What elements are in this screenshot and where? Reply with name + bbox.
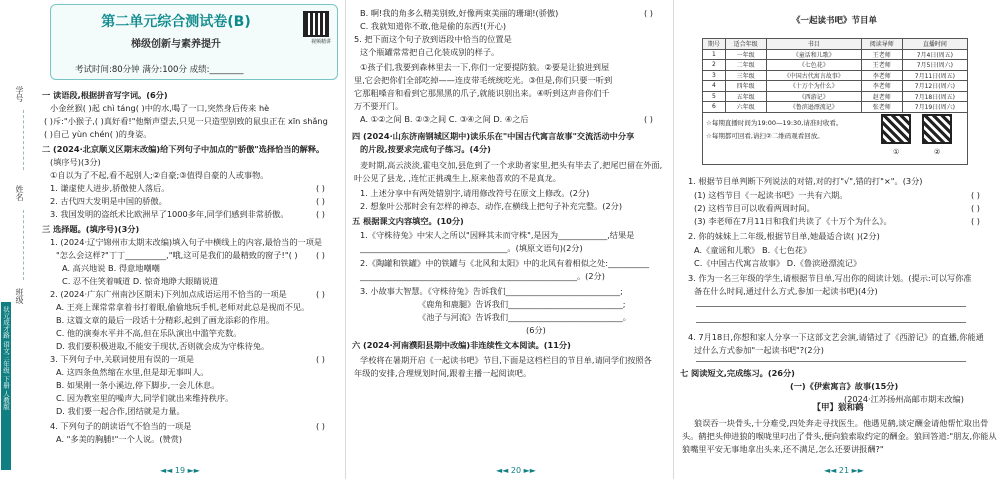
question-text: (1) 这档节目《一起读书吧》一共有六期。 — [694, 190, 848, 200]
question-text: ①自以为了不起,看不起别人;②自豪;③值得自豪的人或事物。 — [50, 170, 269, 180]
question-text: (3) 李老师在7月11日和我们共读了《十万个为什么》。 — [694, 216, 892, 226]
question-text: 3. 小故事大智慧。《守株待兔》告诉我们____________________________; — [360, 286, 623, 296]
table-cell: 《童话和儿歌》 — [766, 49, 861, 60]
answer-line — [696, 306, 966, 307]
schedule-body — [703, 49, 968, 112]
side-dashed-line — [23, 110, 24, 170]
section-heading: 的片段,按要求完成句子练习。(4分) — [360, 144, 491, 154]
table-cell: 赵老师 — [861, 91, 902, 102]
question-text: 《鹿角和鹿腿》告诉我们____________________________; — [418, 299, 626, 309]
test-subtitle: 梯级创新与素养提升 — [131, 39, 221, 50]
table-header-cell: 阅读导师 — [861, 39, 902, 50]
table-cell: 三年级 — [725, 70, 766, 81]
table-cell: 五年级 — [725, 91, 766, 102]
story-title: 【甲】狼和鹤 — [812, 403, 864, 413]
question-text: C. 我就知道你不敢,他是偷的东西!(开心) — [360, 21, 507, 31]
publisher-strip: 状元成才路 语文三年级 下册 人教版 — [1, 302, 11, 470]
table-cell: 7月11日(周五) — [902, 70, 967, 81]
table-cell: 7月18日(周五) — [902, 91, 967, 102]
table-cell: 6 — [703, 102, 726, 113]
question-text: 2. (2024·广东广州南沙区期末)下列加点成语运用不恰当的一项是 — [50, 289, 287, 299]
table-cell: 《中国古代寓言故事》 — [766, 70, 861, 81]
question-text: B. 这篇文章的最后一段话十分精彩,起到了画龙添彩的作用。 — [56, 315, 275, 325]
question-text: (填序号)(3分) — [50, 157, 101, 167]
table-cell: 7月12日(周六) — [902, 81, 967, 92]
table-row — [703, 70, 968, 81]
question-text: 年级的安排,合理规划时间,跟着主播一起阅读吧。 — [354, 368, 532, 378]
page-20 — [345, 0, 673, 479]
question-text: A. ①②之间 B. ②③之间 C. ③④之间 D. ④之后 — [360, 114, 529, 124]
question-text: 《池子与河流》告诉我们____________________________。 — [418, 312, 631, 322]
table-cell: 4 — [703, 81, 726, 92]
question-text: (6分) — [526, 325, 546, 335]
qr-code-1-icon[interactable] — [881, 114, 911, 144]
question-text: ( )自己 yùn chén( )的身姿。 — [44, 129, 152, 139]
answer-line — [696, 322, 966, 323]
section-heading: 五 根据课文内容填空。(10分) — [352, 216, 464, 226]
question-text: 4. 下列句子的朗读语气不恰当的一项是 — [50, 421, 192, 431]
schedule-table — [702, 38, 968, 113]
qr-code-2-icon[interactable] — [922, 114, 952, 144]
question-text: ①孩子们,我要到森林里去一下,你们一定要提防狼。②要是让狼进到屋 — [360, 62, 610, 72]
question-text: _____________________________________________________。(2分) — [360, 271, 605, 281]
question-text: 1. 上述分享中有两处错别字,请用修改符号在原文上修改。(2分) — [360, 188, 590, 198]
answer-parenthesis[interactable]: ( ) — [316, 209, 325, 219]
page-number: ◄◄ 19 ►► — [160, 466, 200, 475]
side-label-name: 姓名 — [15, 185, 24, 201]
table-header-cell: 书目 — [766, 39, 861, 50]
qr-label-1: ① — [893, 148, 900, 156]
answer-parenthesis[interactable]: ( ) — [644, 114, 653, 124]
table-cell: 一年级 — [725, 49, 766, 60]
table-cell: 四年级 — [725, 81, 766, 92]
question-text: 狼嘴里平安无事地拿出头来,还不满足,怎么还要讲报酬?" — [682, 444, 884, 454]
side-label-student-id: 学号 — [15, 86, 24, 102]
schedule-title: 《一起读书吧》节目单 — [792, 16, 878, 26]
table-cell: 2 — [703, 60, 726, 71]
table-header-cell: 直播时间 — [902, 39, 967, 50]
table-cell: 7月5日(周六) — [902, 60, 967, 71]
question-text: 5. 把下面这个句子放到语段中恰当的位置是 — [354, 34, 512, 44]
title-box — [50, 4, 338, 80]
question-text: 1.《守株待兔》中宋人之所以"因释其未而守株",是因为____________,结果是 — [360, 230, 635, 240]
qr-code-icon[interactable] — [303, 11, 329, 37]
table-cell: 二年级 — [725, 60, 766, 71]
table-cell: 《西游记》 — [766, 91, 861, 102]
page-number: ◄◄ 20 ►► — [496, 466, 536, 475]
schedule-note-2: ☆每期都可回看,请扫②二维码观看回放。 — [706, 132, 824, 140]
answer-parenthesis[interactable]: ( ) — [316, 354, 325, 364]
answer-parenthesis[interactable]: ( ) — [644, 8, 653, 18]
question-text: 头。鹤把头伸进狼的喉咙里叼出了骨头,便向狼索取约定的酬金。狼回答道:"朋友,你能从 — [682, 431, 997, 441]
table-row — [703, 60, 968, 71]
qr-caption: 视频精讲 — [310, 39, 331, 45]
question-text: 2. 古代四大发明是中国的骄傲。 — [50, 196, 167, 206]
section-heading: 三 选择题。(填序号)(3分) — [42, 224, 140, 234]
question-text: 1. 谦虚使人进步,骄傲使人落后。 — [50, 183, 170, 193]
table-cell: 六年级 — [725, 102, 766, 113]
section-heading: (一)《伊索寓言》故事(15分) — [790, 381, 899, 391]
answer-parenthesis[interactable]: ( ) — [316, 196, 325, 206]
table-header-cell: 期号 — [703, 39, 726, 50]
question-text: A. 高兴地说 B. 得意地嘲嘲 — [62, 263, 160, 273]
question-text: 叶公见了县龙, ,连忙正挑魂生上,原来他喜欢的不是真龙。 — [354, 173, 561, 183]
question-text: 1. (2024·辽宁锦州市太期末改编)填入句子中横线上的内容,最恰当的一项是 — [50, 237, 323, 247]
table-cell: 7月4日(周五) — [902, 49, 967, 60]
question-text: A. 这四条鱼然缩在水里,但是却无事叫人。 — [56, 367, 209, 377]
question-text: 万不要开门。 — [354, 101, 404, 111]
question-text: 它那粗嗓音和看到它那黑黑的爪子,就能识别出来。④听到这声音你们千 — [354, 88, 610, 98]
table-cell: 5 — [703, 91, 726, 102]
question-text: ( )斥:"小猴子,( )真好看!"他惭声望去,只见一只造型别致的鼠虫正在 xīn shǎng — [44, 116, 328, 126]
question-text: 2. 想象叶公那时会有怎样的神态、动作,在横线上把句子补充完整。(2分) — [360, 201, 623, 211]
table-cell: 1 — [703, 49, 726, 60]
question-text: A. 王亮上课常常拿着书打着眼,偷偷地玩手机,老师对此总是视而不见。 — [56, 302, 310, 312]
qr-label-2: ② — [934, 148, 941, 156]
binding-margin — [0, 0, 36, 479]
answer-parenthesis[interactable]: ( ) — [316, 421, 325, 431]
table-cell: 《十万个为什么》 — [766, 81, 861, 92]
schedule-note-1: ☆每期直播时间为19:00—19:30,请准时收看。 — [706, 119, 843, 127]
answer-parenthesis[interactable]: ( ) — [971, 203, 980, 213]
question-text: C. 他的演奏水平并不高,但在乐队演出中滥竽充数。 — [56, 328, 242, 338]
question-text: C. 因为教室里的噪声大,同学们就出来维持秩序。 — [56, 393, 234, 403]
question-text: (2) 这档节目可以收看两周时间。 — [694, 203, 815, 213]
side-label-class: 班级 — [15, 288, 24, 304]
question-text: 1. 根据节目单判断下列说法的对错,对的打"√",错的打"×"。(3分) — [688, 176, 923, 186]
question-text: C.《中国古代寓言故事》 D.《鲁滨逊漂流记》 — [694, 258, 862, 268]
section-heading: 二 (2024·北京顺义区期末改编)给下列句子中加点的"骄傲"选择恰当的解释。 — [42, 144, 325, 154]
table-cell: 3 — [703, 70, 726, 81]
section-heading: 一 读语段,根据拼音写字词。(6分) — [42, 90, 168, 100]
question-text: 里,它会把你们全部吃掉——连皮带毛统统吃光。③但是,你们只要一听到 — [354, 75, 613, 85]
table-cell: 7月19日(周六) — [902, 102, 967, 113]
question-text: 狼误吞一块骨头,十分难受,四处奔走寻找医生。他遇见鹤,谈定酬金请他帮忙取出骨 — [694, 418, 989, 428]
answer-parenthesis[interactable]: ( ) — [316, 250, 325, 260]
question-text: 3. 下列句子中,关联词使用有误的一项是 — [50, 354, 195, 364]
question-text: 这个瓶罐常常把自己化装成别的样子。 — [360, 47, 500, 57]
question-text: (2024·江苏扬州高邮市期末改编) — [844, 394, 964, 404]
answer-parenthesis[interactable]: ( ) — [971, 190, 980, 200]
table-row — [703, 81, 968, 92]
question-text: A. "多美的胸脯!"一个人说。(赞赏) — [56, 434, 183, 444]
exam-info: 考试时间:80分钟 满分:100分 成绩:________ — [75, 65, 244, 75]
side-dashed-line — [23, 210, 24, 280]
table-cell: 王老师 — [861, 49, 902, 60]
question-text: 4. 7月18日,你想和家人分享一下这部文艺会演,请错过了《西游记》的直播,你能通 — [688, 332, 984, 342]
schedule-header-row — [703, 39, 968, 50]
table-cell: 《鲁滨逊漂流记》 — [766, 102, 861, 113]
answer-parenthesis[interactable]: ( ) — [316, 289, 325, 299]
answer-parenthesis[interactable]: ( ) — [316, 183, 325, 193]
question-text: 3. 我国发明的盗纸术比欧洲早了1000多年,同学们感到非常骄傲。 — [50, 209, 289, 219]
table-cell: 王老师 — [861, 60, 902, 71]
table-row — [703, 102, 968, 113]
question-text: A.《童谣和儿歌》 B.《七色花》 — [694, 245, 812, 255]
question-text: 2.《陶罐和铁罐》中的铁罐与《北风和太阳》中的北风有着相似之处:__________ — [360, 258, 649, 268]
question-text: 小金丝猴( )起 chì táng( )中的水,喝了一口,突然身后传来 hè — [50, 103, 270, 113]
table-cell: 张老师 — [861, 102, 902, 113]
question-text: C. 忍不住笑着喊道 D. 惊奇地睁大眼睛说道 — [62, 276, 219, 286]
question-text: 学校将在暑期开启《一起读书吧》节目,下面是这档栏目的节目单,请同学们按照各 — [360, 355, 652, 365]
test-title: 第二单元综合测试卷(B) — [101, 14, 251, 30]
page-19 — [0, 0, 345, 479]
section-heading: 六 (2024·河南濮阳县期中改编)非连续性文本阅读。(11分) — [352, 340, 571, 350]
table-row — [703, 49, 968, 60]
section-heading: 七 阅读短文,完成练习。(26分) — [680, 368, 795, 378]
answer-parenthesis[interactable]: ( ) — [971, 216, 980, 226]
table-header-cell: 适合年级 — [725, 39, 766, 50]
question-text: "怎么会这样?"丁丁__________,"哦,这可是我们的最精致的窗子!"( ) — [56, 250, 298, 260]
table-cell: 《七色花》 — [766, 60, 861, 71]
section-heading: 四 (2024·山东济南钢城区期中)读乐乐在"中国古代寓言故事"交流活动中分享 — [352, 131, 635, 141]
table-row — [703, 91, 968, 102]
question-text: 2. 你的妹妹上二年级,根据节目单,她最适合读( )(2分) — [688, 231, 880, 241]
answer-line — [696, 361, 966, 362]
question-text: ____________________________________。(填原文语句)(2分) — [360, 243, 583, 253]
table-cell: 李老师 — [861, 81, 902, 92]
question-text: B. 如果刚一条小溪边,停下脚步,一会儿休息。 — [56, 380, 220, 390]
question-text: D. 我们要积极进取,不能安于现状,否则就会成为守株待兔。 — [56, 341, 270, 351]
question-text: D. 我们要一起合作,团结就是力量。 — [56, 406, 185, 416]
page-21 — [673, 0, 1000, 479]
table-cell: 李老师 — [861, 70, 902, 81]
question-text: 备在什么时间,通过什么方式,参加一起读书吧)(4分) — [694, 286, 878, 296]
question-text: 过什么方式参加"一起读书吧"?(2分) — [694, 345, 824, 355]
question-text: 麦时期,高云淡淡,霍电交加,县危到了一个求助者家里,把头有毕去了,把尾巴留在外面, — [360, 160, 663, 170]
page-number: ◄◄ 21 ►► — [824, 466, 864, 475]
question-text: 3. 作为一名三年级的学生,请根据节目单,写出你的阅读计划。(提示:可以写你准 — [688, 273, 972, 283]
question-text: B. 啊!我的角多么精美别致,好像两束美丽的珊瑚!(骄傲) — [360, 8, 559, 18]
